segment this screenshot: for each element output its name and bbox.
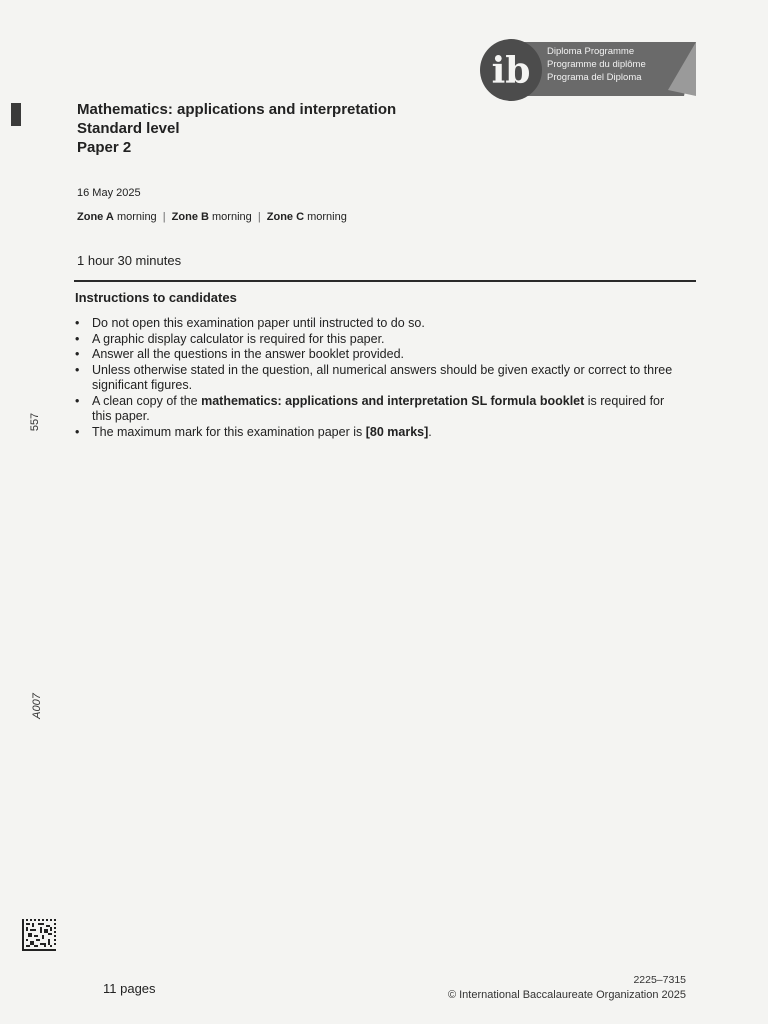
copyright-notice: © International Baccalaureate Organization 2025 xyxy=(447,989,686,1001)
side-code-top: 557 xyxy=(29,412,42,432)
zone-name: Zone B xyxy=(171,211,209,223)
ib-circle xyxy=(480,39,542,101)
divider-rule xyxy=(74,280,696,282)
instruction-text: A graphic display calculator is required for this paper. xyxy=(92,331,385,346)
ib-programme-lines xyxy=(547,45,646,84)
instruction-bold-text: mathematics: applications and interpretation SL formula booklet xyxy=(201,393,585,408)
instructions-list xyxy=(74,316,674,440)
exam-duration: 1 hour 30 minutes xyxy=(77,253,182,268)
ib-mark-icon xyxy=(480,39,542,101)
instruction-text: A clean copy of the xyxy=(92,393,202,408)
zone-session: morning xyxy=(116,211,157,223)
paper-title: Paper 2 xyxy=(77,139,132,156)
zone-separator: | xyxy=(257,211,261,223)
zones-line xyxy=(77,211,347,223)
datamatrix-barcode xyxy=(22,919,56,951)
instruction-item xyxy=(74,363,674,394)
instruction-text: The maximum mark for this examination paper is xyxy=(92,424,366,439)
instruction-text: Answer all the questions in the answer booklet provided. xyxy=(92,347,404,361)
margin-mark xyxy=(11,103,21,126)
ib-logo xyxy=(480,39,700,101)
page-count: 11 pages xyxy=(103,981,156,996)
instructions-heading: Instructions to candidates xyxy=(75,290,237,305)
ib-line-fr: Programme du diplôme xyxy=(547,59,646,70)
paper-titles xyxy=(77,100,396,157)
paper-code: 2225–7315 xyxy=(633,974,686,986)
subject-title: Mathematics: applications and interpretation xyxy=(77,101,397,118)
zone-name: Zone A xyxy=(77,211,114,223)
svg-text:ib: ib xyxy=(491,50,531,92)
instruction-item xyxy=(74,394,674,425)
instruction-text: Unless otherwise stated in the question, all numerical answers should be given exactly or correct to three significant figures. xyxy=(92,362,673,392)
instruction-text: Do not open this examination paper until instructed to do so. xyxy=(92,316,425,330)
instruction-item xyxy=(74,347,674,363)
ib-line-es: Programa del Diploma xyxy=(547,72,642,83)
ib-line-en: Diploma Programme xyxy=(547,46,635,57)
instruction-bold-text: [80 marks] xyxy=(365,424,429,439)
instruction-text: is required for this paper. xyxy=(92,393,665,423)
instruction-item xyxy=(74,425,674,441)
level-title: Standard level xyxy=(77,120,180,137)
side-code-bottom: A007 xyxy=(30,693,43,719)
zone-name: Zone C xyxy=(266,211,305,223)
exam-date: 16 May 2025 xyxy=(77,187,141,199)
instruction-item xyxy=(74,332,674,348)
instruction-text: . xyxy=(428,424,432,439)
zone-session: morning xyxy=(307,211,347,223)
instruction-item xyxy=(74,316,674,332)
zone-session: morning xyxy=(212,211,252,223)
zone-separator: | xyxy=(162,211,166,223)
